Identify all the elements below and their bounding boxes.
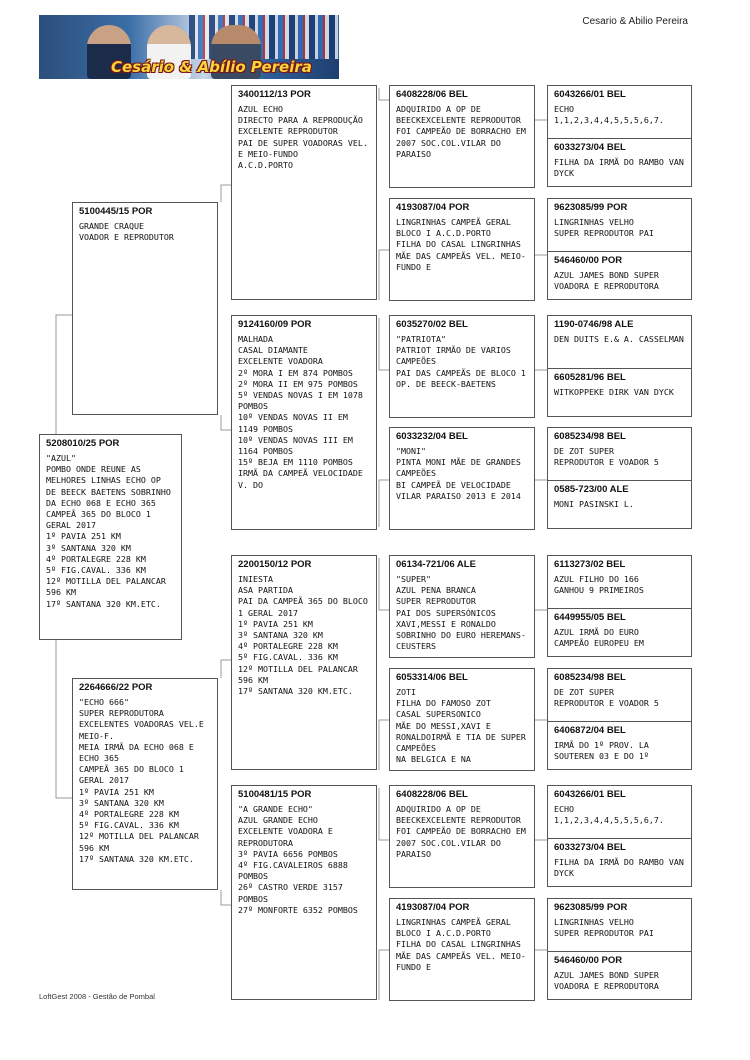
grandsire-paternal-card xyxy=(231,85,377,300)
breeder-name: Cesario & Abilio Pereira xyxy=(582,16,688,27)
pigeon-description: DE ZOT SUPER REPRODUTOR E VOADOR 5 xyxy=(554,446,659,468)
pigeon-ring-id: 9124160/09 POR xyxy=(238,319,312,330)
sire-card xyxy=(72,202,218,415)
pigeon-description: MONI PASINSKI L. xyxy=(554,499,634,509)
ggg-pair-card xyxy=(547,315,692,417)
pigeon-description: ECHO 1,1,2,3,4,4,5,5,5,6,7. xyxy=(554,104,664,126)
pigeon-description: AZUL ECHO DIRECTO PARA A REPRODUÇÃO EXCELENTE REPRODUTOR PAI DE SUPER VOADORAS VEL. E MEIO-FUNDO A.C.D.PORTO xyxy=(238,104,368,171)
ggg-sire xyxy=(548,428,691,471)
ggg-pair-card xyxy=(547,555,692,657)
great-grandparent-card xyxy=(389,555,535,658)
pigeon-description: FILHA DA IRMÃ DO RAMBO VAN DYCK xyxy=(554,857,689,879)
ggg-dam xyxy=(548,951,691,995)
pigeon-description: AZUL IRMÃ DO EURO CAMPEÃO EUROPEU EM xyxy=(554,627,644,649)
pigeon-ring-id: 06134-721/06 ALE xyxy=(396,559,476,570)
pigeon-description: LINGRINHAS VELHO SUPER REPRODUTOR PAI xyxy=(554,217,654,239)
pigeon-description: "AZUL" POMBO ONDE REUNE AS MELHORES LINHAS ECHO OP DE BEECK BAETENS SOBRINHO DA ECHO 068 E ECHO 365 CAMPEÃ 365 DO BLOCO 1 GERAL 2017 1º PAVIA 251 KM 3º SANTANA 320 KM 4º PORTALEGRE 228 KM 5º FIG.CAVAL. 336 KM 12º MOTILLA DEL PALANCAR 596 KM 17º SANTANA 320 KM.ETC. xyxy=(46,453,171,609)
great-grandparent-card xyxy=(389,427,535,530)
pigeon-description: INIESTA ASA PARTIDA PAI DA CAMPEÃ 365 DO BLOCO 1 GERAL 2017 1º PAVIA 251 KM 3º SANTANA 320 KM 4º PORTALEGRE 228 KM 5º FIG.CAVAL. 336 KM 12º MOTILLA DEL PALANCAR 596 KM 17º SANTANA 320 KM.ETC. xyxy=(238,574,368,697)
pigeon-ring-id: 5208010/25 POR xyxy=(46,438,120,449)
ggg-sire xyxy=(548,786,691,829)
ggg-pair-card xyxy=(547,427,692,529)
pigeon-description: WITKOPPEKE DIRK VAN DYCK xyxy=(554,387,674,397)
pigeon-ring-id: 3400112/13 POR xyxy=(238,89,311,100)
ggg-sire xyxy=(548,899,691,942)
granddam-paternal-card xyxy=(231,315,377,530)
subject-pigeon-card xyxy=(39,434,182,640)
pigeon-description: MALHADA CASAL DIAMANTE EXCELENTE VOADORA 2º MORA I EM 874 POMBOS 2º MORA II EM 975 POMBOS 5º VENDAS NOVAS I EM 1078 POMBOS 10º VENDAS NOVAS II EM 1149 POMBOS 10º VENDAS NOVAS III EM 1164 POMBOS 15º BEJA EM 1110 POMBOS IRMÃ DA CAMPEÃ VELOCIDADE V. DO xyxy=(238,334,363,490)
pigeon-ring-id: 6035270/02 BEL xyxy=(396,319,468,330)
pigeon-ring-id: 5100445/15 POR xyxy=(79,206,153,217)
ggg-sire xyxy=(548,556,691,599)
ggg-pair-card xyxy=(547,668,692,770)
pigeon-description: LINGRINHAS VELHO SUPER REPRODUTOR PAI xyxy=(554,917,654,939)
pigeon-ring-id: 6085234/98 BEL xyxy=(554,672,626,683)
pigeon-ring-id: 6113273/02 BEL xyxy=(554,559,626,570)
pigeon-description: "ECHO 666" SUPER REPRODUTORA EXCELENTES VOADORAS VEL.E MEIO-F. MEIA IRMÃ DA ECHO 068 E ECHO 365 CAMPEÃ 365 DO BLOCO 1 GERAL 2017 1º PAVIA 251 KM 3º SANTANA 320 KM 4º PORTALEGRE 228 KM 5º FIG.CAVAL. 336 KM 12º MOTILLA DEL PALANCAR 596 KM 17º SANTANA 320 KM.ETC. xyxy=(79,697,204,864)
pigeon-description: ADQUIRIDO A OP DE BEECKEXCELENTE REPRODUTOR FOI CAMPEÃO DE BORRACHO EM 2007 SOC.COL.VILAR DO PARAISO xyxy=(396,804,526,859)
great-grandparent-card xyxy=(389,85,535,188)
pigeon-ring-id: 2264666/22 POR xyxy=(79,682,153,693)
pigeon-ring-id: 1190-0746/98 ALE xyxy=(554,319,634,330)
grandsire-maternal-card xyxy=(231,555,377,770)
pigeon-description: AZUL JAMES BOND SUPER VOADORA E REPRODUTORA xyxy=(554,970,664,992)
great-grandparent-card xyxy=(389,668,535,771)
ggg-sire xyxy=(548,199,691,242)
ggg-pair-card xyxy=(547,198,692,300)
pigeon-description: ZOTI FILHA DO FAMOSO ZOT CASAL SUPERSONICO MÃE DO MESSI,XAVI E RONALDOIRMÃ E TIA DE SUPER CAMPEÕES NA BELGICA E NA xyxy=(396,687,526,765)
pigeon-description: ECHO 1,1,2,3,4,4,5,5,5,6,7. xyxy=(554,804,664,826)
ggg-dam xyxy=(548,838,691,882)
pigeon-description: GRANDE CRAQUE VOADOR E REPRODUTOR xyxy=(79,221,174,243)
pigeon-ring-id: 9623085/99 POR xyxy=(554,902,628,913)
pigeon-ring-id: 6033232/04 BEL xyxy=(396,431,468,442)
ggg-pair-card xyxy=(547,898,692,1000)
pigeon-ring-id: 6033273/04 BEL xyxy=(554,142,626,153)
ggg-pair-card xyxy=(547,785,692,887)
pigeon-ring-id: 6406872/04 BEL xyxy=(554,725,626,736)
ggg-sire xyxy=(548,316,691,348)
pigeon-description: ADQUIRIDO A OP DE BEECKEXCELENTE REPRODUTOR FOI CAMPEÃO DE BORRACHO EM 2007 SOC.COL.VILAR DO PARAISO xyxy=(396,104,526,159)
pigeon-description: "A GRANDE ECHO" AZUL GRANDE ECHO EXCELENTE VOADORA E REPRODUTORA 3º PAVIA 6656 POMBOS 4º FIG.CAVALEIROS 6888 POMBOS 26º CASTRO VERDE 3157 POMBOS 27º MONFORTE 6352 POMBOS xyxy=(238,804,358,915)
pigeon-ring-id: 6043266/01 BEL xyxy=(554,789,626,800)
pigeon-ring-id: 5100481/15 POR xyxy=(238,789,312,800)
ggg-dam xyxy=(548,368,691,401)
pigeon-ring-id: 546460/00 POR xyxy=(554,955,623,966)
pigeon-ring-id: 6033273/04 BEL xyxy=(554,842,626,853)
great-grandparent-card xyxy=(389,898,535,1001)
pigeon-description: DEN DUITS E.& A. CASSELMAN xyxy=(554,334,684,344)
ggg-pair-card xyxy=(547,85,692,187)
ggg-dam xyxy=(548,251,691,295)
pigeon-ring-id: 0585-723/00 ALE xyxy=(554,484,629,495)
pigeon-description: AZUL FILHO DO 166 GANHOU 9 PRIMEIROS xyxy=(554,574,644,596)
ggg-sire xyxy=(548,669,691,712)
granddam-maternal-card xyxy=(231,785,377,1000)
ggg-dam xyxy=(548,721,691,765)
pigeon-description: IRMÃ DO 1º PROV. LA SOUTEREN 03 E DO 1º xyxy=(554,740,654,762)
pigeon-description: "SUPER" AZUL PENA BRANCA SUPER REPRODUTOR PAI DOS SUPERSÓNICOS XAVI,MESSI E RONALDO SOBRINHO DO EURO HEREMANS-CEUSTERS xyxy=(396,574,526,652)
pigeon-ring-id: 6449955/05 BEL xyxy=(554,612,626,623)
ggg-dam xyxy=(548,480,691,513)
great-grandparent-card xyxy=(389,198,535,301)
pigeon-ring-id: 6085234/98 BEL xyxy=(554,431,626,442)
ggg-sire xyxy=(548,86,691,129)
great-grandparent-card xyxy=(389,315,535,418)
dam-card xyxy=(72,678,218,890)
great-grandparent-card xyxy=(389,785,535,888)
pigeon-ring-id: 4193087/04 POR xyxy=(396,902,470,913)
footer-credit: LoftGest 2008 - Gestão de Pombal xyxy=(39,992,155,1001)
pigeon-description: LINGRINHAS CAMPEÃ GERAL BLOCO I A.C.D.PORTO FILHA DO CASAL LINGRINHAS MÃE DAS CAMPEÃS VEL. MEIO-FUNDO E xyxy=(396,917,526,972)
ggg-dam xyxy=(548,138,691,182)
pigeon-description: DE ZOT SUPER REPRODUTOR E VOADOR 5 xyxy=(554,687,659,709)
pigeon-ring-id: 546460/00 POR xyxy=(554,255,623,266)
banner-logo-text: Cesário & Abílio Pereira xyxy=(111,58,312,76)
ggg-dam xyxy=(548,608,691,652)
pigeon-description: LINGRINHAS CAMPEÃ GERAL BLOCO I A.C.D.PORTO FILHA DO CASAL LINGRINHAS MÃE DAS CAMPEÃS VEL. MEIO-FUNDO E xyxy=(396,217,526,272)
pigeon-description: "MONI" PINTA MONI MÃE DE GRANDES CAMPEÕES BI CAMPEÃ DE VELOCIDADE VILAR PARAISO 2013 E 2014 xyxy=(396,446,521,501)
pigeon-ring-id: 2200150/12 POR xyxy=(238,559,312,570)
pigeon-description: AZUL JAMES BOND SUPER VOADORA E REPRODUTORA xyxy=(554,270,664,292)
pigeon-ring-id: 6408228/06 BEL xyxy=(396,89,468,100)
pigeon-description: "PATRIOTA" PATRIOT IRMÃO DE VARIOS CAMPEÕES PAI DAS CAMPEÃS DE BLOCO 1 OP. DE BEECK-BAETENS xyxy=(396,334,526,389)
pigeon-ring-id: 6053314/06 BEL xyxy=(396,672,468,683)
pigeon-ring-id: 6408228/06 BEL xyxy=(396,789,468,800)
pigeon-ring-id: 4193087/04 POR xyxy=(396,202,470,213)
pigeon-ring-id: 6043266/01 BEL xyxy=(554,89,626,100)
pigeon-ring-id: 6605281/96 BEL xyxy=(554,372,626,383)
pigeon-ring-id: 9623085/99 POR xyxy=(554,202,628,213)
pigeon-description: FILHA DA IRMÃ DO RAMBO VAN DYCK xyxy=(554,157,689,179)
